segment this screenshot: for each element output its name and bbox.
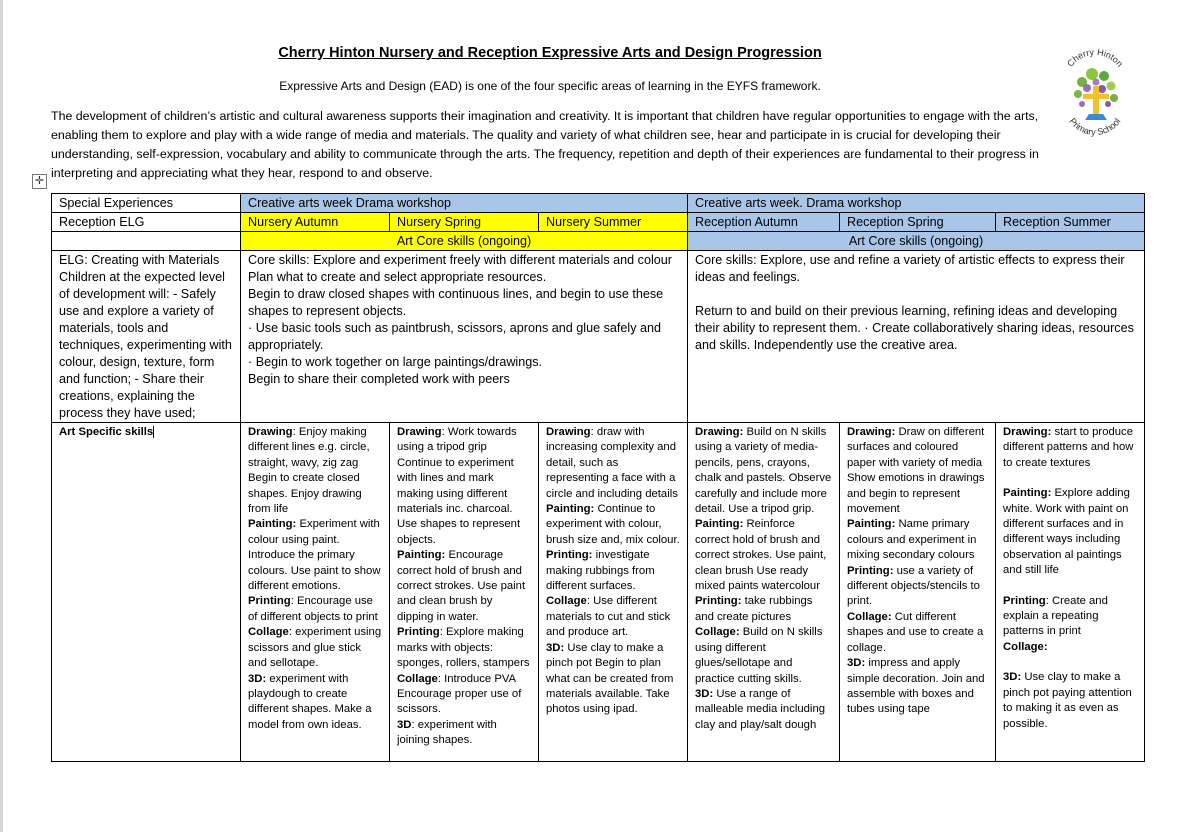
school-logo — [1058, 44, 1132, 148]
tree-icon — [1074, 68, 1118, 120]
skill-entry: Collage: Cut different shapes and use to create a collage. — [847, 610, 984, 654]
skills-reception-spring — [840, 423, 996, 762]
intro-paragraph: The development of children’s artistic and cultural awareness supports their imagination and creativity. It is important that children have regular opportunities to engage with the arts, enabling them to explore and play with a wide range of media and materials. The quality and variety of what children see, hear and participate in is crucial for developing their understanding, self-expression, vocabulary and ability to communicate through the arts. The frequency, repetition and depth of their experiences are fundamental to their progress in interpreting and appreciating what they hear, respond to and observe. — [51, 109, 1039, 180]
skill-entry: Painting: Explore adding white. Work with paint on different surfaces and in different ways including observation al paintings and still life — [1003, 487, 1130, 577]
core-line: Begin to draw closed shapes with continuous lines, and begin to use these shapes to represent objects. — [248, 287, 664, 318]
core-line: Return to and build on their previous learning, refining ideas and developing their ability to represent them. · Create collaboratively sharing ideas, resources and skills. Independently use the creative area. — [695, 304, 1134, 352]
logo-top-text: Cherry Hinton — [1065, 46, 1125, 69]
reception-core-skills — [688, 251, 1145, 423]
nursery-special-experiences: Creative arts week Drama workshop — [241, 194, 688, 213]
skill-entry: Drawing: Draw on different surfaces and coloured paper with variety of media Show emotions in drawings and begin to represent movement — [847, 426, 985, 516]
skill-entry: 3D: experiment with playdough to create different shapes. Make a model from own ideas. — [248, 672, 372, 731]
term-reception-summer: Reception Summer — [996, 213, 1145, 232]
elg-description: ELG: Creating with Materials Children at the expected level of development will: - Safely use and explore a variety of materials, tools and techniques, experimenting with colour, design, texture, form and function; - Share their creations, explaining the process they have used; — [52, 251, 241, 423]
table-move-handle-icon[interactable]: ✛ — [32, 174, 47, 189]
skills-nursery-spring — [390, 423, 539, 762]
skills-reception-summer — [996, 423, 1145, 762]
skill-entry: Drawing: start to produce different patterns and how to create textures — [1003, 426, 1134, 469]
skill-entry: Collage: experiment using scissors and glue stick and sellotape. — [248, 626, 382, 670]
skill-entry: Printing: Encourage use of different objects to print — [248, 595, 378, 623]
row-art-specific-skills — [52, 423, 1145, 762]
core-line: Plan what to create and select appropriate resources. — [248, 270, 547, 284]
row-label-art-specific-skills[interactable]: Art Specific skills — [52, 423, 241, 762]
row-label-reception-elg: Reception ELG — [52, 213, 241, 232]
document-subtitle: Expressive Arts and Design (EAD) is one of the four specific areas of learning in the EYFS framework. — [279, 79, 821, 93]
term-reception-spring: Reception Spring — [840, 213, 996, 232]
reception-special-experiences: Creative arts week. Drama workshop — [688, 194, 1145, 213]
skill-entry: Drawing: Build on N skills using a variety of media- pencils, pens, crayons, chalk and pastels. Observe carefully and include more detail. Use a tripod grip. — [695, 426, 832, 516]
skills-nursery-autumn — [241, 423, 390, 762]
skill-entry: 3D: impress and apply simple decoration. Join and assemble with boxes and tubes using tape — [847, 657, 985, 716]
skill-entry: Drawing: draw with increasing complexity and detail, such as representing a face with a circle and including details — [546, 426, 678, 500]
reception-core-heading: Art Core skills (ongoing) — [688, 232, 1145, 251]
skill-entry: Printing: investigate making rubbings from different surfaces. — [546, 549, 655, 593]
term-reception-autumn: Reception Autumn — [688, 213, 840, 232]
skill-entry: 3D: Use a range of malleable media including clay and play/salt dough — [695, 687, 826, 731]
row-special-experiences — [52, 194, 1145, 213]
core-line: Begin to share their completed work with peers — [248, 372, 510, 386]
term-nursery-spring: Nursery Spring — [390, 213, 539, 232]
skill-entry: 3D: experiment with joining shapes. — [397, 718, 497, 747]
core-line: Core skills: Explore, use and refine a variety of artistic effects to express their ideas and feelings. — [695, 253, 1125, 284]
page-edge — [0, 0, 3, 832]
row-core-skills — [52, 251, 1145, 423]
row-label-special-experiences: Special Experiences — [52, 194, 241, 213]
document-title: Cherry Hinton Nursery and Reception Expressive Arts and Design Progression — [278, 45, 822, 61]
skill-entry: Drawing: Work towards using a tripod grip Continue to experiment with lines and mark making using different materials inc. charcoal. Use shapes to represent objects. — [397, 426, 521, 546]
skill-entry: Painting: Reinforce correct hold of brush and correct strokes. Use paint, clean brush Use ready mixed paints watercolour — [695, 518, 827, 593]
skill-entry: Painting: Experiment with colour using paint. Introduce the primary colours. Use paint to show different emotions. — [248, 518, 381, 593]
term-nursery-autumn: Nursery Autumn — [241, 213, 390, 232]
skill-entry: Printing: Create and explain a repeating patterns in print — [1003, 594, 1108, 638]
skill-entry: Painting: Name primary colours and experiment in mixing secondary colours — [847, 518, 977, 562]
core-line: · Begin to work together on large paintings/drawings. — [248, 355, 543, 369]
svg-text:Cherry Hinton — [1065, 47, 1125, 69]
skill-entry: Painting: Encourage correct hold of brush and correct strokes. Use paint and clean brush by dipping in water. — [397, 549, 526, 623]
progression-table — [51, 193, 1145, 762]
skill-entry: Collage: Use different materials to cut and stick and produce art. — [546, 595, 671, 639]
term-nursery-summer: Nursery Summer — [539, 213, 688, 232]
skills-reception-autumn — [688, 423, 840, 762]
skill-entry: Collage: — [1003, 640, 1048, 653]
skill-entry: Painting: Continue to experiment with colour, brush size and, mix colour. — [546, 503, 680, 546]
skills-nursery-summer — [539, 423, 688, 762]
row-core-skills-heading — [52, 232, 1145, 251]
skill-entry: Printing: take rubbings and create pictures — [695, 595, 813, 623]
empty-cell — [52, 232, 241, 251]
core-line: Core skills: Explore and experiment freely with different materials and colour — [248, 253, 672, 267]
nursery-core-heading: Art Core skills (ongoing) — [241, 232, 688, 251]
skill-entry: 3D: Use clay to make a pinch pot Begin to plan what can be created from materials available. Take photos using ipad. — [546, 641, 674, 716]
skill-entry: 3D: Use clay to make a pinch pot paying attention to making it as even as possible. — [1003, 671, 1132, 730]
skill-entry: Collage: Introduce PVA Encourage proper use of scissors. — [397, 672, 522, 716]
nursery-core-skills — [241, 251, 688, 423]
logo-bottom-text: Primary School — [1067, 116, 1123, 138]
skill-entry: Drawing: Enjoy making different lines e.g. circle, straight, wavy, zig zag Begin to create closed shapes. Enjoy drawing from life — [248, 426, 370, 516]
row-terms — [52, 213, 1145, 232]
skill-entry: Collage: Build on N skills using different glues/sellotape and practice cutting skills. — [695, 626, 823, 685]
skill-entry: Printing: use a variety of different objects/stencils to print. — [847, 564, 980, 608]
core-line: · Use basic tools such as paintbrush, scissors, aprons and glue safely and appropriately. — [248, 321, 662, 352]
skill-entry: Printing: Explore making marks with objects: sponges, rollers, stampers — [397, 626, 530, 670]
